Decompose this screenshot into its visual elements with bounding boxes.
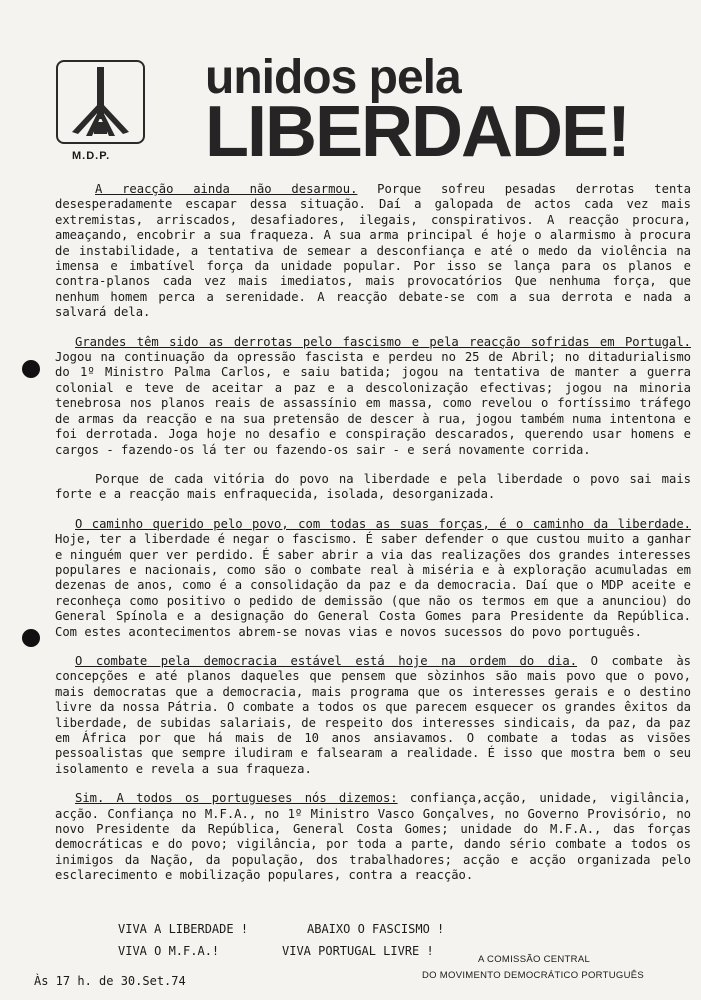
paragraph xyxy=(55,517,691,640)
paragraph-text: confiança,acção, unidade, vigilância, acção. Confiança no M.F.A., no 1º Ministro Vasco Gonçalves, no Governo Provisório, no novo Presidente da República, General Costa Gomes; unidade do M.F.A., das forças democráticas e do povo; vigilância, por toda a parte, dando sério combate a todos os inimigos da Nação, da população, dos trabalhadores; acção e acção organizada pelo esclarecimento e mobilização populares, contra a reacção. xyxy=(55,791,692,883)
paragraph xyxy=(55,654,691,777)
leaflet-body xyxy=(55,182,691,898)
slogan: VIVA A LIBERDADE ! xyxy=(118,922,249,936)
paragraph-lead: Sim. A todos os portugueses nós dizemos: xyxy=(75,791,398,806)
logo-caption: M.D.P. xyxy=(72,150,111,162)
paragraph-text: Porque sofreu pesadas derrotas tenta desesperadamente escapar dessa situação. Daí a galopada de actos cada vez mais extremistas, arriscados, desafiadores, ilegais, conspirativos. A reacção procura, ameaçando, encobrir a sua fraqueza. A sua arma principal é hoje o alarmismo à procura de instabilidade, a tentativa de semear a desconfiança e até o medo da violência na imensa e imbatível força da unidade popular. Por isso se lança para os planos e contra-planos cada vez mais imediatos, mais provocatórios Que nenhuma força, que nenhum homem perca a serenidade. A reacção debate-se com a sua derrota e nada a salvará dela. xyxy=(55,182,691,320)
slogan: VIVA PORTUGAL LIVRE ! xyxy=(282,944,434,958)
title-line-1: unidos pela xyxy=(205,51,461,104)
paragraph-lead: Grandes têm sido as derrotas pelo fascismo e pela reacção sofridas em Portugal. xyxy=(75,334,691,349)
paragraph-lead: O combate pela democracia estável está hoje na ordem do dia. xyxy=(75,653,578,668)
paragraph-lead: A reacção ainda não desarmou. xyxy=(95,182,358,196)
slogan: ABAIXO O FASCISMO ! xyxy=(307,922,445,936)
paragraph xyxy=(55,791,691,883)
mdp-logo xyxy=(56,60,145,144)
punch-hole xyxy=(22,629,40,647)
title-line-2: LIBERDADE! xyxy=(205,92,629,172)
signature-line-2: DO MOVIMENTO DEMOCRÁTICO PORTUGUÊS xyxy=(422,970,645,981)
signature-line-1: A COMISSÃO CENTRAL xyxy=(478,954,591,965)
paragraph-text: Porque de cada vitória do povo na liberdade e pela liberdade o povo sai mais forte e a reacção mais enfraquecida, isolada, desorganizada. xyxy=(55,471,691,502)
mdp-logo-icon xyxy=(58,62,143,142)
paragraph-lead: O caminho querido pelo povo, com todas as suas forças, é o caminho da liberdade. xyxy=(75,516,691,531)
slogan: VIVA O M.F.A.! xyxy=(118,944,220,958)
punch-hole xyxy=(22,360,40,378)
paragraph xyxy=(55,335,691,458)
paragraph-text: Hoje, ter a liberdade é negar o fascismo. É saber defender o que custou muito a ganhar e ninguém quer ver perdido. É saber abrir a via das realizações dos grandes interesses populares e nacionais, como são o combate real à miséria e à exploração acumuladas em dezenas de anos, como é a consolidação da paz e da democracia. Daí que o MDP aceite e reconheça como positivo o pedido de demissão (que não os termos em que a anunciou) do General Spínola e a designação do General Costa Gomes para Presidente da República. Com estes acontecimentos abrem-se novas vias e novos sucessos do povo português. xyxy=(55,532,691,639)
paragraph xyxy=(55,182,691,321)
paragraph-text: O combate às concepções e até planos daqueles que pensem que sòzinhos são mais povo que o povo, mais democratas que a democracia, mais programa que os interesses gerais e o destino livre da nossa Pátria. O combate a todos os que parecem esquecer os grandes êxitos da liberdade, de subidas salariais, de respeito dos interesses sindicais, da paz, da paz em África por que há mais de 10 anos ansiavamos. O combate a todas as visões pessoalistas que sempre iludiram e falsearam a realidade. É isso que mostra bem o seu isolamento e revela a sua fraqueza. xyxy=(55,653,692,776)
paragraph xyxy=(55,472,691,503)
paragraph-text: Jogou na continuação da opressão fascista e perdeu no 25 de Abril; no ditadurialismo do 1º Ministro Palma Carlos, e saiu batida; jogou na tentativa de manter a guerra colonial e teve de aceitar a paz e a descolonização efectivas; jogou na minoria tenebrosa nos planos reais de assassínio em massa, como revelou o fortíssimo tráfego de armas da reacção e na sua pretensão de descer à rua, jogou também numa intentona e foi derrotada. Joga hoje no desafio e conspiração descarados, querendo usar homens e cargos - fazendo-os lá ter ou fazendo-os sair - e será novamente corrida. xyxy=(55,350,691,457)
date-line: Às 17 h. de 30.Set.74 xyxy=(34,974,186,988)
